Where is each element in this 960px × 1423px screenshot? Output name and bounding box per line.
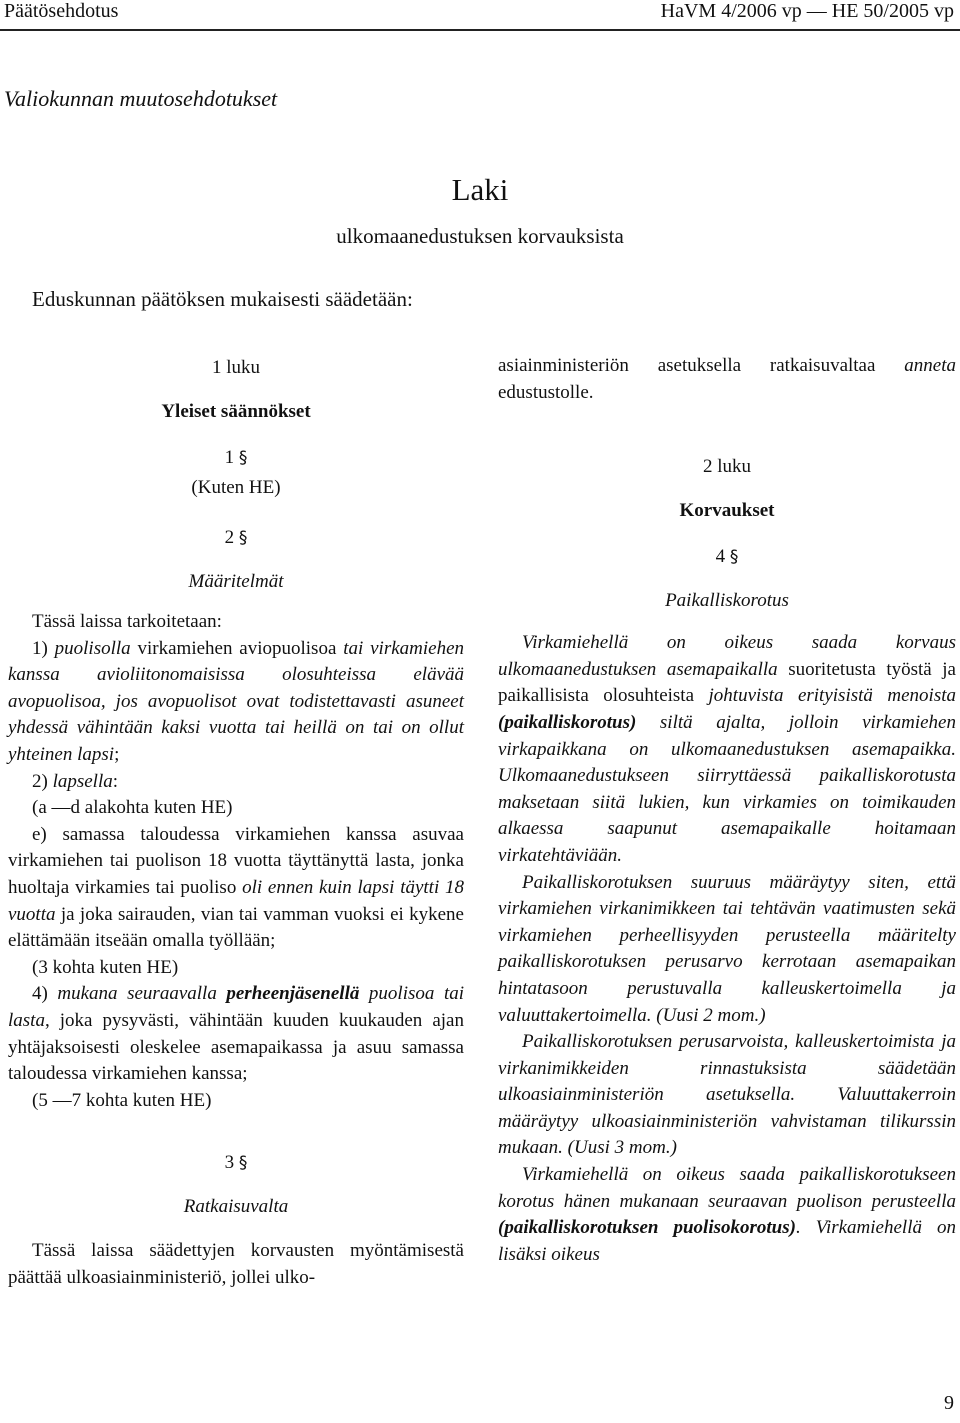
section-4-heading xyxy=(498,542,956,572)
header-rule xyxy=(0,29,960,31)
paragraph-4-2: Paikalliskorotuksen suuruus määräytyy siten, että virkamiehen virkanimikkeen tai tehtävän vaatimusten sekä virkamiehen perheellisyyden perusteella määritelty paikalliskorotuksen perusarvo kerrotaan asemapaikan hintatasoon perustuvalla kalleuskertoimella ja valuuttakertoimella. (Uusi 2 mom.) xyxy=(498,871,956,1026)
paragraph-section-3: Tässä laissa säädettyjen korvausten myöntämisestä päättää ulkoasiainministeriö, jollei ulko- xyxy=(8,1240,464,1288)
law-title: Laki xyxy=(451,172,509,207)
section-4-title: Paikalliskorotus xyxy=(665,590,789,612)
paragraph-item-e: e) samassa taloudessa virkamiehen kanssa asuvaa virkamiehen tai puolison 18 vuotta täyttänyttä lasta, jonka huoltaja virkamies tai puoliso oli ennen kuin lapsi täytti 18 vuotta ja joka sairauden, vian tai vamman vuoksi ei kykene elättämään itseään omalla työllään; xyxy=(8,823,464,952)
section-sign-icon: § xyxy=(729,547,739,568)
paragraph-item-2: 2) lapsella: xyxy=(32,770,119,792)
section-2-heading xyxy=(8,523,464,553)
section-sign-icon: § xyxy=(238,448,248,468)
chapter-1-number: 1 luku xyxy=(211,357,261,378)
paragraph-item-1: 1) puolisolla virkamiehen aviopuolisoa tai virkamiehen kanssa avioliitonomaisissa olosuhteissa elävää avopuolisoa, jos avopuolisot ovat todistettavasti asuneet yhdessä vähintään kaksi vuotta tai heillä on tai on ollut yhteinen lapsi; xyxy=(8,637,465,765)
paragraph-item-4: 4) mukana seuraavalla perheenjäsenellä puolisoa tai lasta, joka pysyvästi, vähintään kuuden kuukauden ajan yhtäjaksoisesti oleskelee asemapaikassa ja asuu samassa taloudessa virkamiehen kanssa; xyxy=(8,983,464,1085)
paragraph-intro: Tässä laissa tarkoitetaan: xyxy=(32,611,222,632)
section-3-heading xyxy=(8,1148,464,1178)
chapter-2-title: Korvaukset xyxy=(679,500,775,522)
paragraph-note-5-7: (5 —7 kohta kuten HE) xyxy=(32,1089,212,1111)
chapter-1-title: Yleiset säännökset xyxy=(161,401,311,422)
right-column xyxy=(498,353,956,1268)
section-sign-icon: § xyxy=(238,528,248,548)
paragraph-4-3: Paikalliskorotuksen perusarvoista, kalleuskertoimista ja virkanimikkeiden rinnastuksista säädetään ulkoasiainministeriön asetuksella. Valuuttakerroin määräytyy ulkoasiainministeriön vahvistaman tilikurssin mukaan. (Uusi 3 mom.) xyxy=(498,1031,956,1159)
section-4-number: 4 xyxy=(715,546,726,568)
paragraph-note-a-d: (a —d alakohta kuten HE) xyxy=(32,797,233,819)
law-subtitle: ulkomaanedustuksen korvauksista xyxy=(336,224,624,248)
enactment-clause: Eduskunnan päätöksen mukaisesti säädetään: xyxy=(32,287,413,311)
section-3-number: 3 xyxy=(224,1152,235,1174)
paragraph-continuation: asiainministeriön asetuksella ratkaisuvaltaa anneta edustustolle. xyxy=(498,355,956,403)
section-1-heading xyxy=(8,443,464,473)
section-2-number: 2 xyxy=(224,527,235,548)
section-1-note: (Kuten HE) xyxy=(191,477,281,498)
paragraph-note-3: (3 kohta kuten HE) xyxy=(32,956,179,978)
section-1-number: 1 xyxy=(224,447,235,468)
section-2-title: Määritelmät xyxy=(188,571,284,592)
page-number: 9 xyxy=(944,1392,954,1414)
section-3-title: Ratkaisuvalta xyxy=(183,1196,289,1218)
section-heading: Valiokunnan muutosehdotukset xyxy=(4,86,278,111)
header-right: HaVM 4/2006 vp — HE 50/2005 vp xyxy=(660,0,954,22)
section-sign-icon: § xyxy=(238,1153,248,1174)
left-column xyxy=(8,353,464,1291)
paragraph-4-1: Virkamiehellä on oikeus saada korvaus ulkomaanedustuksen asemapaikalla suoritetusta työstä ja paikallisista olosuhteista johtuvista erityisistä menoista (paikalliskorotus) siltä ajalta, jolloin virkamiehen virkapaikkana on ulkomaanedustuksen asemapaikka. Ulkomaanedustukseen siirryttäessä paikalliskorotusta maksetaan siitä lukien, kun virkamies on toimikauden alkaessa saapunut asemapaikalle hoitamaan virkatehtäviään. xyxy=(498,632,956,866)
paragraph-4-4: Virkamiehellä on oikeus saada paikalliskorotukseen korotus hänen mukanaan seuraavan puolison perusteella (paikalliskorotuksen puolisokorotus). Virkamiehellä on lisäksi oikeus xyxy=(498,1164,957,1265)
chapter-2-number: 2 luku xyxy=(702,456,752,478)
header-left: Päätösehdotus xyxy=(4,0,119,22)
